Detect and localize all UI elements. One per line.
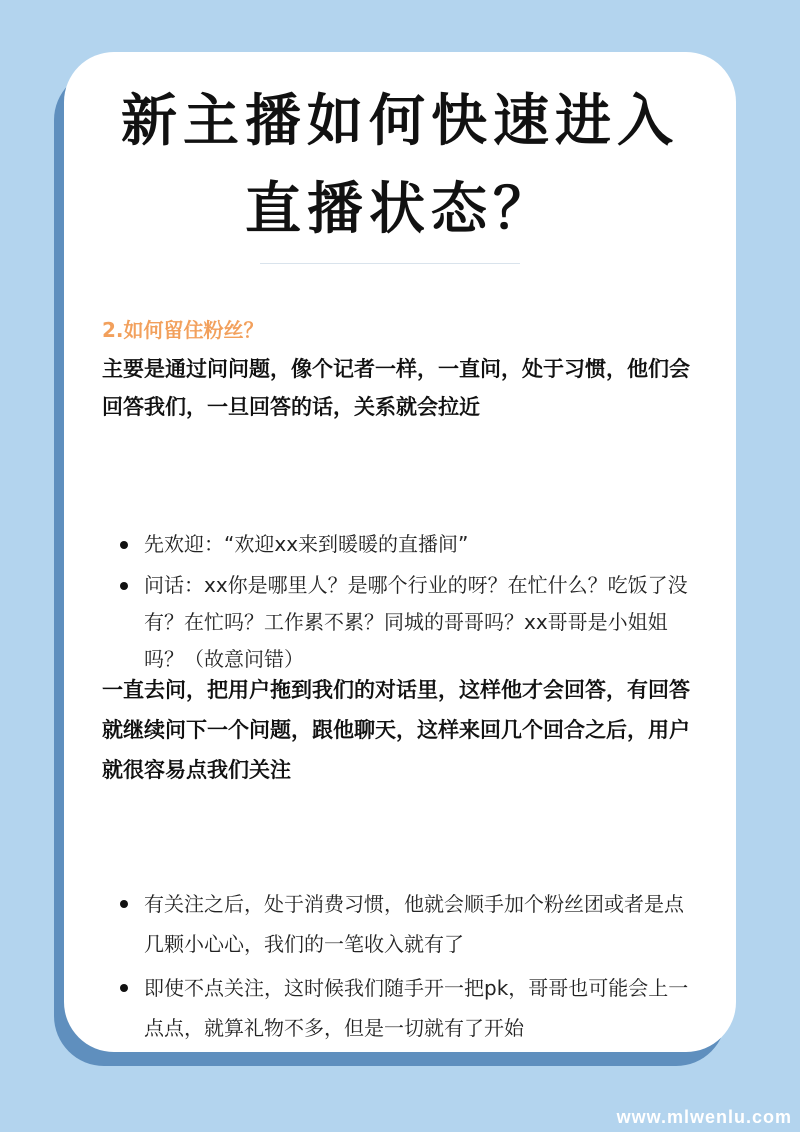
watermark: www.mlwenlu.com (616, 1107, 792, 1127)
list-item-text: 问话：xx你是哪里人？是哪个行业的呀？在忙什么？吃饭了没有？在忙吗？工作累不累？同城的哥哥吗？xx哥哥是小姐姐吗？（故意问错） (144, 573, 688, 671)
bullet-list-1 (120, 526, 700, 678)
list-item-text: 先欢迎：“欢迎xx来到暖暖的直播间” (144, 532, 469, 556)
article-card (64, 52, 736, 1052)
bullet-dot-icon (120, 900, 128, 908)
list-item (120, 968, 700, 1048)
bullet-dot-icon (120, 541, 128, 549)
list-item (120, 567, 700, 678)
bullet-dot-icon (120, 582, 128, 590)
title-divider (260, 263, 520, 264)
intro-paragraph: 主要是通过问问题，像个记者一样，一直问，处于习惯，他们会回答我们，一旦回答的话，关系就会拉近 (102, 357, 690, 419)
list-item (120, 526, 700, 563)
list-item (120, 884, 700, 964)
bullet-list-2 (120, 884, 700, 1048)
title-line-2: 直播状态？ (245, 177, 555, 242)
bullet-dot-icon (120, 984, 128, 992)
title-line-1: 新主播如何快速进入 (121, 89, 679, 154)
section-heading: 2.如何留住粉丝？ (102, 318, 264, 342)
list-item-text: 有关注之后，处于消费习惯，他就会顺手加个粉丝团或者是点几颗小心心，我们的一笔收入就有了 (144, 892, 684, 956)
second-paragraph: 一直去问，把用户拖到我们的对话里，这样他才会回答，有回答就继续问下一个问题，跟他聊天，这样来回几个回合之后，用户就很容易点我们关注 (102, 678, 690, 782)
list-item-text: 即使不点关注，这时候我们随手开一把pk，哥哥也可能会上一点点，就算礼物不多，但是一切就有了开始 (144, 976, 689, 1040)
